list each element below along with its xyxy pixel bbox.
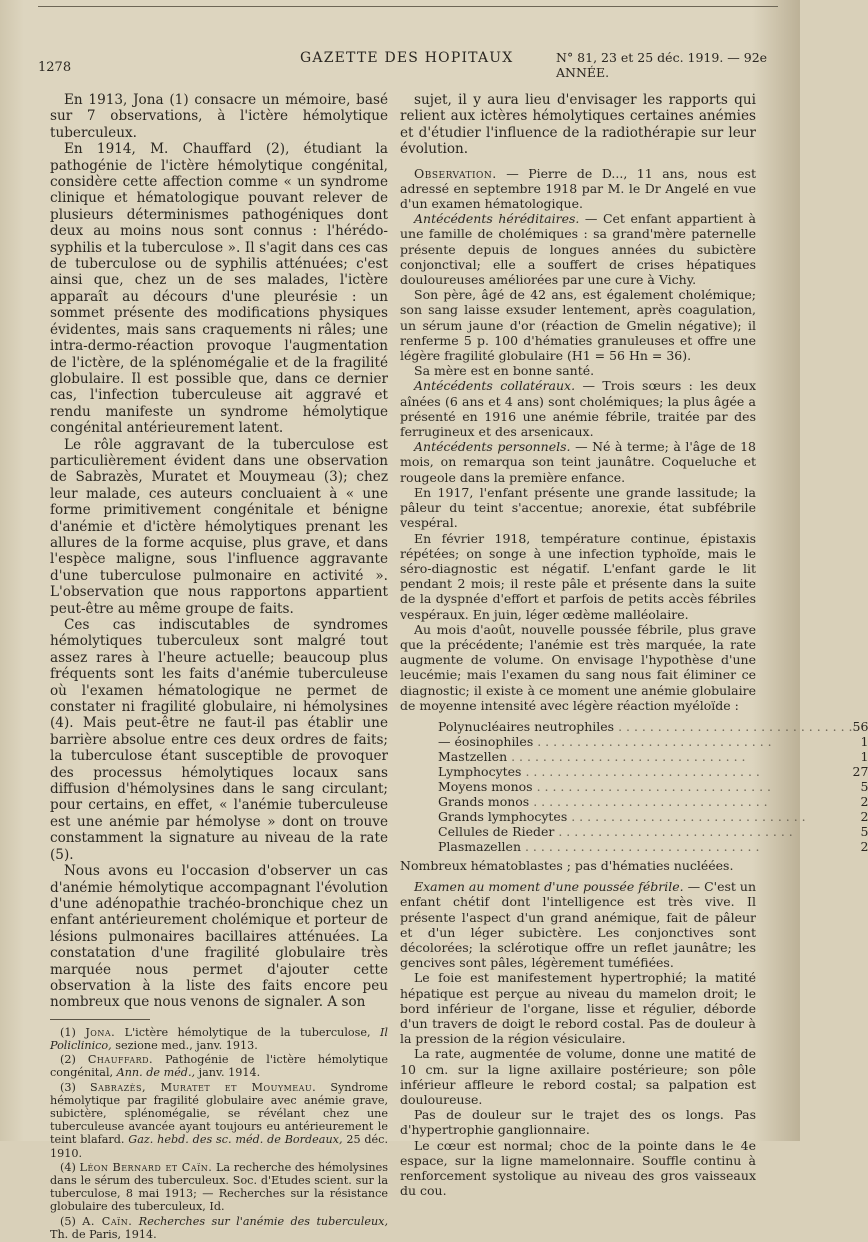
observation-block xyxy=(400,166,756,1199)
footnote-author: Sabrazès, Muratet et Mouymeau. xyxy=(90,1081,316,1094)
right-column xyxy=(400,92,756,1198)
liver-paragraph: Le foie est manifestement hypertrophié; la matité hépatique est perçue au niveau du mamelon droit; le bord inférieur de l'organe, lisse et régulier, déborde d'un travers de doigt le rebord costal. Pas de douleur à la pression de la région vésiculaire. xyxy=(400,970,756,1046)
blood-formula-row xyxy=(438,764,868,779)
blood-formula-row xyxy=(438,749,868,764)
paragraph: sujet, il y aura lieu d'envisager les rapports qui relient aux ictères hémolytiques certaines anémies et d'étudier l'influence de la radiothérapie sur leur évolution. xyxy=(400,92,756,158)
spleen-paragraph: La rate, augmentée de volume, donne une matité de 10 cm. sur la ligne axillaire postérieure; son pôle inférieur affleure le rebord costal; sa palpation est douloureuse. xyxy=(400,1046,756,1107)
footnote-1: (1) Jona. L'ictère hémolytique de la tuberculose, Il Policlinico, sezione med., janv. 1913. xyxy=(50,1026,388,1052)
issue-info: N° 81, 23 et 25 déc. 1919. — 92e ANNÉE. xyxy=(556,50,778,80)
cell-count-value: 27 xyxy=(853,764,868,779)
blood-formula-row xyxy=(438,734,868,749)
personal-history: Antécédents personnels. — Né à terme; à l'âge de 18 mois, on remarqua son teint jaunâtre. Coqueluche et rougeole dans la première enfance. xyxy=(400,439,756,485)
top-rule xyxy=(38,6,778,7)
cell-count-value: 1 xyxy=(853,734,868,749)
left-column xyxy=(50,92,388,1242)
footnote-3: (3) Sabrazès, Muratet et Mouymeau. Syndrome hémolytique par fragilité globulaire avec anémie grave, subictère, splénomégalie, se révélant chez une tuberculeuse avancée ayant toujours eu antérieurement le teint blafard. Gaz. hebd. des sc. méd. de Bordeaux, 25 déc. 1910. xyxy=(50,1081,388,1160)
paragraph: En 1913, Jona (1) consacre un mémoire, basé sur 7 observations, à l'ictère hémolytique tuberculeux. xyxy=(50,92,388,141)
paragraph: Nous avons eu l'occasion d'observer un cas d'anémie hémolytique accompagnant l'évolution d'une adénopathie trachéo-bronchique chez un enfant antérieurement cholémique et porteur de lésions pulmonaires bacillaires atténuées. La constatation d'une fragilité globulaire très marquée nous permet d'ajouter cette observation à la liste des faits encore peu nombreux que nous venons de signaler. A son xyxy=(50,863,388,1011)
footnote-4: (4) Léon Bernard et Caïn. La recherche des hémolysines dans le sérum des tuberculeux. Soc. d'Etudes scient. sur la tuberculose, 8 mai 1913; — Recherches sur la résistance globulaire des tuberculeux, Id. xyxy=(50,1161,388,1214)
cell-count-value: 2 xyxy=(853,794,868,809)
cell-count-value: 5 xyxy=(853,779,868,794)
hematoblasts-note: Nombreux hématoblastes ; pas d'hématies nucléées. xyxy=(400,858,756,873)
footnote-author: Léon Bernard et Caïn. xyxy=(80,1161,213,1174)
page-header xyxy=(38,44,778,68)
page-number: 1278 xyxy=(38,60,71,75)
cell-type-label: Cellules de Rieder . . . . . . . . . . . . . . . . . . . . . . . . . . . . . . xyxy=(438,824,853,839)
paragraph: Le rôle aggravant de la tuberculose est particulièrement évident dans une observation de Sabrazès, Muratet et Mouymeau (3); chez leur malade, ces auteurs concluaient à « une forme primitivement congénitale et bénigne d'anémie et d'ictère hémolytiques prenant les allures de la forme acquise, plus grave, et dans l'espèce maligne, sous l'influence aggravante d'une tuberculose pulmonaire en activité ». L'observation que nous rapportons appartient peut-être au même groupe de faits. xyxy=(50,437,388,617)
hereditary-history: Antécédents héréditaires. — Cet enfant appartient à une famille de cholémiques : sa grand'mère paternelle présente depuis de longues années du subictère conjonctival; elle a souffert de crises hépatiques douloureuses améliorées par une cure à Vichy. xyxy=(400,211,756,287)
blood-formula-row xyxy=(438,809,868,824)
blood-formula-row xyxy=(438,779,868,794)
footnote-author: Jona. xyxy=(85,1026,115,1039)
exam-paragraph: Examen au moment d'une poussée fébrile. — C'est un enfant chétif dont l'intelligence est très vive. Il présente l'aspect d'un grand anémique, fait de pâleur et d'un léger subictère. Les conjonctives sont décolorées; la sclérotique offre un reflet jaunâtre; les gencives sont pâles, légèrement tuméfiées. xyxy=(400,879,756,970)
collateral-history: Antécédents collatéraux. — Trois sœurs : les deux aînées (6 ans et 4 ans) sont cholémiques; la plus âgée a présenté en 1916 une anémie fébrile, traitée par des ferrugineux et des arsenicaux. xyxy=(400,378,756,439)
cell-type-label: — éosinophiles . . . . . . . . . . . . . . . . . . . . . . . . . . . . . . xyxy=(438,734,853,749)
footnote-author: Chauffard. xyxy=(88,1053,153,1066)
footnote-5: (5) A. Caïn. Recherches sur l'anémie des tuberculeux, Th. de Paris, 1914. xyxy=(50,1215,388,1241)
blood-formula-row xyxy=(438,824,868,839)
footnote-author: A. Caïn. xyxy=(82,1215,132,1228)
cell-count-value: 2 xyxy=(853,809,868,824)
heart-paragraph: Le cœur est normal; choc de la pointe dans le 4e espace, sur la ligne mamelonnaire. Souffle continu à renforcement systolique au niveau des gros vaisseaux du cou. xyxy=(400,1138,756,1199)
cell-type-label: Lymphocytes . . . . . . . . . . . . . . . . . . . . . . . . . . . . . . xyxy=(438,764,853,779)
cell-type-label: Grands lymphocytes . . . . . . . . . . . . . . . . . . . . . . . . . . . . . . xyxy=(438,809,853,824)
journal-title: GAZETTE DES HOPITAUX xyxy=(300,50,513,66)
cell-type-label: Grands monos . . . . . . . . . . . . . . . . . . . . . . . . . . . . . . xyxy=(438,794,853,809)
blood-formula-row xyxy=(438,719,868,734)
mother-history: Sa mère est en bonne santé. xyxy=(400,363,756,378)
paragraph-1917: En 1917, l'enfant présente une grande lassitude; la pâleur du teint s'accentue; anorexie, état subfébrile vespéral. xyxy=(400,485,756,531)
cell-count-value: 56 xyxy=(853,719,868,734)
paragraph-august: Au mois d'août, nouvelle poussée fébrile, plus grave que la précédente; l'anémie est très marquée, la rate augmente de volume. On envisage l'hypothèse d'une leucémie; mais l'examen du sang nous fait éliminer ce diagnostic; il existe à ce moment une anémie globulaire de moyenne intensité avec légère réaction myéloïde : xyxy=(400,622,756,713)
blood-formula-row xyxy=(438,839,868,854)
paragraph: En 1914, M. Chauffard (2), étudiant la pathogénie de l'ictère hémolytique congénital, considère cette affection comme « un syndrome clinique et hématologique pouvant relever de plusieurs déterminismes pathogéniques dont deux au moins nous sont connus : l'hérédo-syphilis et la tuberculose ». Il s'agit dans ces cas de tuberculose ou de syphilis atténuées; c'est ainsi que, chez un de ses malades, l'ictère apparaît au décours d'une pleurésie : un sommet présente des modifications physiques évidentes, mais sans craquements ni râles; une intra-dermo-réaction provoque l'augmentation de l'ictère, de la splénomégalie et de la fragilité globulaire. Il est possible que, dans ce dernier cas, l'infection tuberculeuse ait aggravé et rendu manifeste un syndrome hémolytique congénital antérieurement latent. xyxy=(50,141,388,436)
cell-type-label: Mastzellen . . . . . . . . . . . . . . . . . . . . . . . . . . . . . . xyxy=(438,749,853,764)
footnotes xyxy=(50,1026,388,1241)
cell-type-label: Moyens monos . . . . . . . . . . . . . . . . . . . . . . . . . . . . . . xyxy=(438,779,853,794)
footnote-2: (2) Chauffard. Pathogénie de l'ictère hémolytique congénital, Ann. de méd., janv. 1914. xyxy=(50,1053,388,1079)
cell-type-label: Plasmazellen . . . . . . . . . . . . . . . . . . . . . . . . . . . . . . xyxy=(438,839,853,854)
blood-formula-row xyxy=(438,794,868,809)
paragraph: Ces cas indiscutables de syndromes hémolytiques tuberculeux sont malgré tout assez rares à l'heure actuelle; beaucoup plus fréquents sont les faits d'anémie tuberculeuse où l'examen hématologique ne permet de constater ni fragilité globulaire, ni hémolysines (4). Mais peut-être ne faut-il pas établir une barrière absolue entre ces deux ordres de faits; la tuberculose étant susceptible de provoquer des processus hémolytiques locaux sans diffusion d'hémolysines dans le sang circulant; pour certains, en effet, « l'anémie tuberculeuse est une anémie par hémolyse » dont on trouve constamment la signature au niveau de la rate (5). xyxy=(50,617,388,863)
footnote-rule xyxy=(50,1019,150,1020)
cell-type-label: Polynucléaires neutrophiles . . . . . . . . . . . . . . . . . . . . . . . . . . . . . . xyxy=(438,719,853,734)
cell-count-value: 1 xyxy=(853,749,868,764)
paragraph-1918: En février 1918, température continue, épistaxis répétées; on songe à une infection typhoïde, mais le séro-diagnostic est négatif. L'enfant garde le lit pendant 2 mois; il reste pâle et présente dans la suite de la dyspnée d'effort et parfois de petits accès fébriles vespéraux. En juin, léger œdème malléolaire. xyxy=(400,531,756,622)
observation-intro: Observation. — Pierre de D..., 11 ans, nous est adressé en septembre 1918 par M. le Dr Angelé en vue d'un examen hématologique. xyxy=(400,166,756,212)
cell-count-value: 5 xyxy=(853,824,868,839)
father-history: Son père, âgé de 42 ans, est également cholémique; son sang laisse exsuder lentement, après coagulation, un sérum jaune d'or (réaction de Gmelin négative); il renferme 5 p. 100 d'hématies granuleuses et offre une légère fragilité globulaire (H1 = 56 Hn = 36). xyxy=(400,287,756,363)
blood-formula-table xyxy=(438,719,868,854)
ganglion-paragraph: Pas de douleur sur le trajet des os longs. Pas d'hypertrophie ganglionnaire. xyxy=(400,1107,756,1137)
cell-count-value: 2 xyxy=(853,839,868,854)
